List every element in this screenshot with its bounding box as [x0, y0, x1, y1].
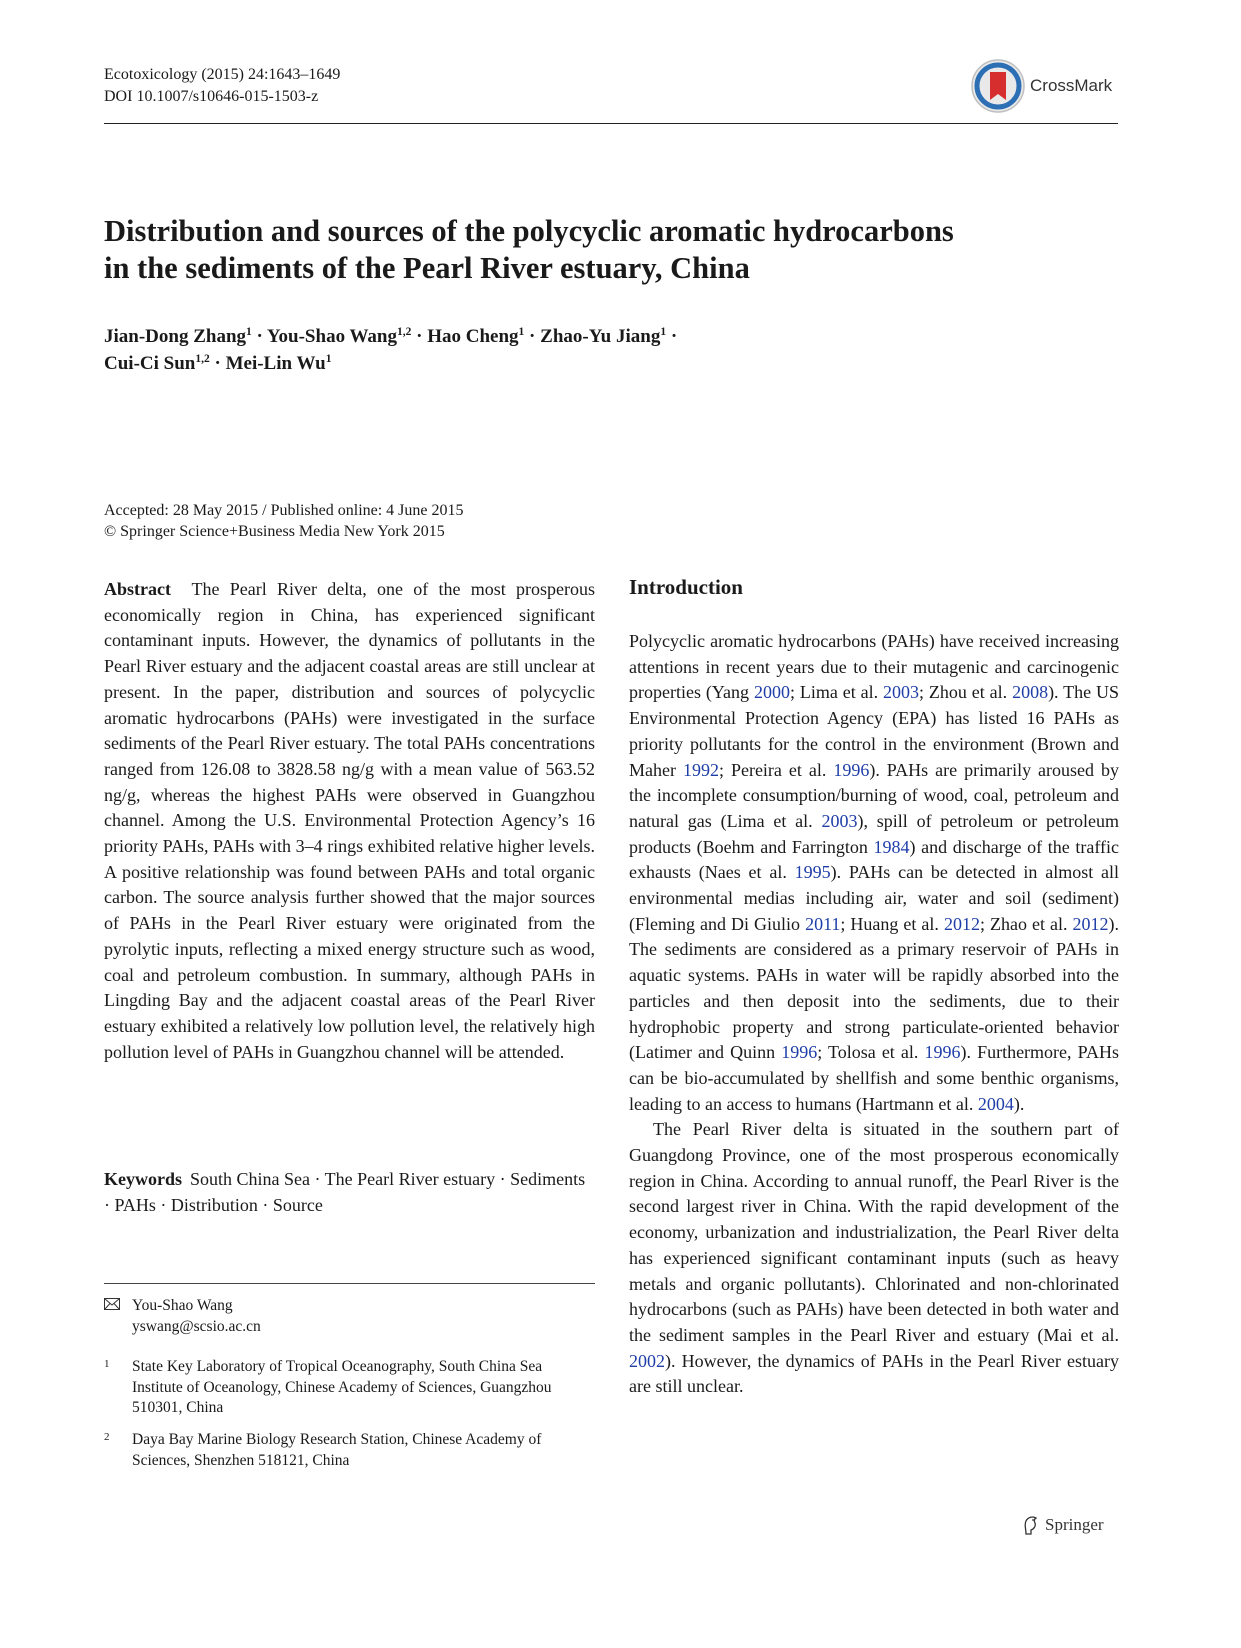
paragraph-text: ). The sediments are considered as a primary reservoir of PAHs in aquatic systems. PAHs in water will be rapidly absorbed into the particles and then deposit into the sediments, due to their hydrophobic property and strong particulate-oriented behavior (Latimer and Quinn — [629, 913, 1119, 1063]
affiliation-2 — [104, 1430, 595, 1471]
author: Mei-Lin Wu$^1$ — [225, 353, 332, 374]
citation-link[interactable]: 2003 — [883, 682, 919, 703]
paragraph-text: ). PAHs can be detected in almost all environmental medias including air, water and soil (sediment) (Fleming and Di Giulio — [629, 862, 1119, 934]
paragraph-text: ; Zhou et al. — [919, 682, 1013, 703]
journal-citation — [104, 64, 340, 108]
citation-link[interactable]: 1995 — [794, 862, 831, 883]
paragraph-text: Polycyclic aromatic hydrocarbons (PAHs) have received increasing attentions in recent years due to their mutagenic and carcinogenic properties (Yang — [629, 631, 1119, 703]
author: You-Shao Wang$^{1,2}$ — [266, 326, 412, 347]
abstract-label: Abstract — [104, 579, 171, 599]
author: Jian-Dong Zhang$^1$ — [104, 326, 252, 347]
springer-horse-icon — [1020, 1514, 1042, 1536]
paragraph-text: ) and discharge of the traffic exhausts (Naes et al. — [629, 836, 1119, 883]
journal-name: Ecotoxicology (2015) 24:1643–1649 — [104, 66, 341, 83]
correspondence — [104, 1296, 261, 1337]
keywords-text: South China Sea · The Pearl River estuary · Sediments · PAHs · Distribution · Source — [104, 1169, 586, 1215]
accepted-published: Accepted: 28 May 2015 / Published online: 4 June 2015 — [104, 502, 464, 519]
affiliation-text: Daya Bay Marine Biology Research Station, Chinese Academy of Sciences, Shenzhen 518121, China — [132, 1431, 542, 1469]
abstract — [104, 577, 595, 1065]
paragraph-text: ). The US Environmental Protection Agency (EPA) has listed 16 PAHs as priority pollutants for the control in the environment (Brown and Maher — [629, 682, 1120, 780]
paragraph-text: ; Huang et al. — [840, 913, 944, 934]
affiliation-number: 1 — [104, 1358, 110, 1370]
citation-link[interactable]: 1996 — [924, 1042, 961, 1063]
footnote-rule — [104, 1283, 595, 1284]
author-line-2: Cui-Ci Sun$^{1,2}$ · Mei-Lin Wu$^1$ — [104, 353, 332, 374]
header-rule — [104, 123, 1118, 124]
crossmark-label: CrossMark — [1030, 76, 1113, 95]
author: Zhao-Yu Jiang$^1$ — [540, 326, 667, 347]
doi[interactable]: DOI 10.1007/s10646-015-1503-z — [104, 88, 319, 105]
affiliation-number: 2 — [104, 1431, 110, 1443]
copyright: © Springer Science+Business Media New York 2015 — [104, 523, 445, 540]
author-line-1: Jian-Dong Zhang$^1$ · You-Shao Wang$^{1,2}$ · Hao Cheng$^1$ · Zhao-Yu Jiang$^1$ · — [104, 326, 678, 347]
crossmark-badge[interactable] — [970, 58, 1112, 114]
corresponding-author: You-Shao Wang — [132, 1297, 233, 1314]
paragraph-text: ). However, the dynamics of PAHs in the Pearl River estuary are still unclear. — [629, 1350, 1119, 1397]
paragraph-text: ; Pereira et al. — [718, 759, 834, 780]
introduction-paragraph-1 — [629, 629, 1119, 1117]
affiliation-1 — [104, 1357, 595, 1419]
citation-link[interactable]: 2000 — [753, 682, 790, 703]
author: Hao Cheng$^1$ — [427, 326, 525, 347]
keywords-label: Keywords — [104, 1169, 182, 1189]
paragraph-text: The Pearl River delta is situated in the southern part of Guangdong Province, one of the most prosperous economically region in China. According to annual runoff, the Pearl River is the second largest river in China. With the rapid development of the economy, urbanization and industrialization, the Pearl River delta has experienced significant contaminant inputs (such as heavy metals and organic pollutants). Chlorinated and non-chlorinated hydrocarbons (such as PAHs) have been detected in both water and the sediment samples in the Pearl River and estuary (Mai et al. — [629, 1119, 1119, 1345]
paragraph-text: ). PAHs are primarily aroused by the incomplete consumption/burning of wood, coal, petroleum and natural gas (Lima et al. — [629, 759, 1119, 831]
title-line-2: in the sediments of the Pearl River estuary, China — [104, 251, 750, 285]
citation-link[interactable]: 1984 — [873, 836, 910, 857]
citation-link[interactable]: 1992 — [682, 759, 719, 780]
envelope-icon — [104, 1296, 132, 1317]
citation-link[interactable]: 2002 — [629, 1350, 665, 1371]
author: Cui-Ci Sun$^{1,2}$ — [104, 353, 210, 374]
paragraph-text: ), spill of petroleum or petroleum products (Boehm and Farrington — [629, 810, 1119, 857]
paragraph-text: ). — [1013, 1093, 1025, 1114]
springer-logo — [1020, 1514, 1104, 1536]
introduction-heading: Introduction — [629, 575, 743, 599]
paragraph-text: ; Lima et al. — [789, 682, 883, 703]
citation-link[interactable]: 2008 — [1012, 682, 1049, 703]
paragraph-text: ; Zhao et al. — [979, 913, 1073, 934]
author-list — [104, 323, 904, 377]
corresponding-email[interactable]: yswang@scsio.ac.cn — [132, 1317, 261, 1335]
citation-link[interactable]: 2003 — [821, 810, 858, 831]
paragraph-text: ). Furthermore, PAHs can be bio-accumulated by shellfish and some benthic organisms, leading to an access to humans (Hartmann et al. — [629, 1042, 1119, 1114]
citation-link[interactable]: 2004 — [977, 1093, 1014, 1114]
citation-link[interactable]: 2012 — [943, 913, 980, 934]
paragraph-text: ; Tolosa et al. — [817, 1042, 925, 1063]
citation-link[interactable]: 1996 — [781, 1042, 818, 1063]
publisher-name: Springer — [1045, 1515, 1104, 1534]
citation-link[interactable]: 1996 — [833, 759, 870, 780]
crossmark-icon — [970, 58, 1026, 114]
citation-link[interactable]: 2011 — [805, 913, 841, 934]
affiliation-text: State Key Laboratory of Tropical Oceanography, South China Sea Institute of Oceanology, Chinese Academy of Sciences, Guangzhou 510301, China — [132, 1358, 552, 1416]
keywords — [104, 1167, 595, 1218]
introduction-body — [629, 629, 1119, 1400]
publication-dates — [104, 500, 464, 542]
title-line-1: Distribution and sources of the polycyclic aromatic hydrocarbons — [104, 214, 954, 248]
introduction-paragraph-2 — [629, 1117, 1119, 1400]
citation-link[interactable]: 2012 — [1072, 913, 1109, 934]
article-title — [104, 213, 1118, 287]
abstract-text: The Pearl River delta, one of the most prosperous economically region in China, has experienced significant contaminant inputs. However, the dynamics of pollutants in the Pearl River estuary and the adjacent coastal areas are still unclear at present. In the paper, distribution and sources of polycyclic aromatic hydrocarbons (PAHs) were investigated in the surface sediments of the Pearl River estuary. The total PAHs concentrations ranged from 126.08 to 3828.58 ng/g with a mean value of 563.52 ng/g, whereas the highest PAHs were observed in Guangzhou channel. Among the U.S. Environmental Protection Agency’s 16 priority PAHs, PAHs with 3–4 rings exhibited relative higher levels. A positive relationship was found between PAHs and total organic carbon. The source analysis further showed that the major sources of PAHs in the Pearl River estuary were originated from the pyrolytic inputs, reflecting a mixed energy structure such as wood, coal and petroleum combustion. In summary, although PAHs in Lingding Bay and the adjacent coastal areas of the Pearl River estuary exhibited a relatively low pollution level, the relatively high pollution level of PAHs in Guangzhou channel will be attended. — [104, 579, 595, 1062]
